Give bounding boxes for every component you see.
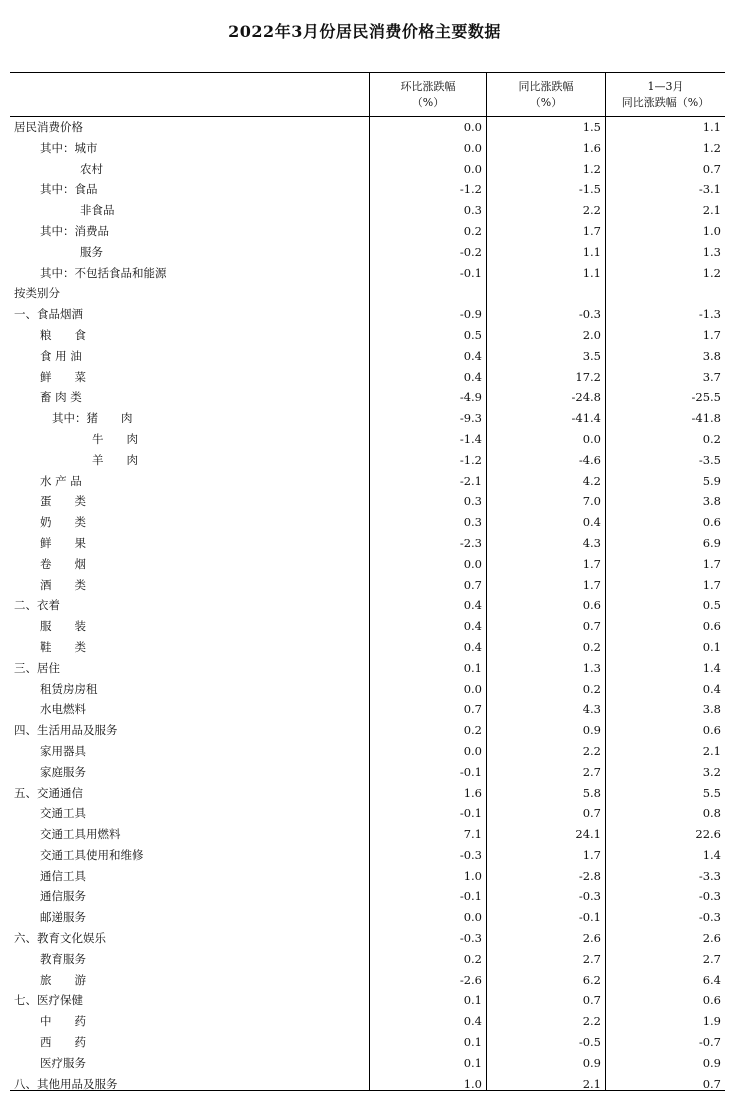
yoy-value: -41.4 bbox=[571, 411, 601, 426]
ytd-value: -0.3 bbox=[698, 910, 721, 925]
yoy-value: 7.0 bbox=[582, 494, 601, 509]
table-row bbox=[10, 699, 725, 720]
mom-value: 0.4 bbox=[463, 348, 482, 363]
row-label: 中 药 bbox=[40, 1014, 86, 1029]
ytd-value: -0.3 bbox=[698, 889, 721, 904]
header-yoy bbox=[487, 73, 605, 116]
mom-value: 0.4 bbox=[463, 619, 482, 634]
yoy-value: 1.3 bbox=[582, 660, 601, 675]
yoy-value: -24.8 bbox=[571, 390, 601, 405]
mom-value: -9.3 bbox=[459, 411, 482, 426]
ytd-value: 1.2 bbox=[702, 140, 721, 155]
row-label: 交通工具使用和维修 bbox=[40, 847, 144, 862]
table-row bbox=[10, 200, 725, 221]
yoy-value: -0.1 bbox=[578, 910, 601, 925]
row-label: 畜 肉 类 bbox=[40, 390, 82, 405]
yoy-value: 0.0 bbox=[582, 431, 601, 446]
table-row bbox=[10, 1074, 725, 1095]
table-row bbox=[10, 679, 725, 700]
mom-value: 1.0 bbox=[463, 868, 482, 883]
table-row bbox=[10, 450, 725, 471]
ytd-value: 1.7 bbox=[702, 327, 721, 342]
row-label: 家用器具 bbox=[40, 743, 86, 758]
row-label: 水电燃料 bbox=[40, 702, 86, 717]
mom-value: 0.0 bbox=[463, 120, 482, 134]
row-label: 农村 bbox=[80, 161, 103, 176]
ytd-value: 1.0 bbox=[702, 223, 721, 238]
mom-value: 0.3 bbox=[463, 515, 482, 530]
table-row bbox=[10, 408, 725, 429]
table-row bbox=[10, 533, 725, 554]
table-row bbox=[10, 970, 725, 991]
ytd-value: -3.5 bbox=[698, 452, 721, 467]
row-label: 教育服务 bbox=[40, 951, 86, 966]
yoy-value: 0.7 bbox=[582, 619, 601, 634]
mom-value: -0.1 bbox=[459, 806, 482, 821]
yoy-value: 0.9 bbox=[582, 723, 601, 738]
table-row bbox=[10, 907, 725, 928]
row-label: 八、其他用品及服务 bbox=[14, 1076, 118, 1091]
table-row bbox=[10, 117, 725, 138]
table-row bbox=[10, 387, 725, 408]
ytd-value: 1.7 bbox=[702, 556, 721, 571]
ytd-value: 3.8 bbox=[702, 348, 721, 363]
ytd-value: 0.7 bbox=[702, 161, 721, 176]
row-label: 三、居住 bbox=[14, 660, 60, 675]
mom-value: -1.2 bbox=[459, 452, 482, 467]
mom-value: -0.1 bbox=[459, 889, 482, 904]
row-label: 奶 类 bbox=[40, 515, 86, 530]
yoy-value: 0.7 bbox=[582, 993, 601, 1008]
mom-value: 0.5 bbox=[463, 327, 482, 342]
row-label: 服 装 bbox=[40, 619, 86, 634]
row-label: 四、生活用品及服务 bbox=[14, 723, 118, 738]
mom-value: -0.3 bbox=[459, 847, 482, 862]
ytd-value: 0.7 bbox=[702, 1076, 721, 1091]
row-label: 粮 食 bbox=[40, 327, 86, 342]
table-row bbox=[10, 512, 725, 533]
row-label: 水 产 品 bbox=[40, 473, 82, 488]
ytd-value: 6.4 bbox=[702, 972, 721, 987]
ytd-value: -25.5 bbox=[691, 390, 721, 405]
mom-value: 0.4 bbox=[463, 598, 482, 613]
ytd-value: 3.8 bbox=[702, 494, 721, 509]
yoy-value: 2.2 bbox=[582, 203, 601, 218]
row-label: 交通工具用燃料 bbox=[40, 827, 121, 842]
table-row bbox=[10, 242, 725, 263]
header-mom bbox=[370, 73, 486, 116]
mom-value: 0.2 bbox=[463, 951, 482, 966]
ytd-value: 0.2 bbox=[702, 431, 721, 446]
table-row bbox=[10, 367, 725, 388]
yoy-value: 1.7 bbox=[582, 223, 601, 238]
mom-value: 0.0 bbox=[463, 910, 482, 925]
table-row bbox=[10, 616, 725, 637]
yoy-value: 2.0 bbox=[582, 327, 601, 342]
yoy-value: 0.2 bbox=[582, 681, 601, 696]
table-row bbox=[10, 658, 725, 679]
row-label: 其中：消费品 bbox=[40, 223, 109, 238]
table-body bbox=[10, 117, 725, 1094]
yoy-value: 0.9 bbox=[582, 1055, 601, 1070]
table-row bbox=[10, 159, 725, 180]
table-row bbox=[10, 845, 725, 866]
row-label: 六、教育文化娱乐 bbox=[14, 931, 106, 946]
ytd-value: 2.6 bbox=[702, 931, 721, 946]
table-row bbox=[10, 138, 725, 159]
yoy-value: 4.3 bbox=[582, 535, 601, 550]
header-label-column bbox=[10, 73, 369, 116]
yoy-value: -0.3 bbox=[578, 307, 601, 322]
row-label: 按类别分 bbox=[14, 286, 60, 301]
row-label: 其中：猪 肉 bbox=[52, 411, 133, 426]
ytd-value: 2.1 bbox=[702, 203, 721, 218]
table-row bbox=[10, 1032, 725, 1053]
ytd-value: 0.8 bbox=[702, 806, 721, 821]
row-label: 蛋 类 bbox=[40, 494, 86, 509]
mom-value: 0.0 bbox=[463, 681, 482, 696]
table-row bbox=[10, 866, 725, 887]
yoy-value: -0.5 bbox=[578, 1035, 601, 1050]
ytd-value: 0.6 bbox=[702, 723, 721, 738]
mom-value: -0.2 bbox=[459, 244, 482, 259]
mom-value: 0.1 bbox=[463, 1035, 482, 1050]
mom-value: 0.0 bbox=[463, 140, 482, 155]
yoy-value: 2.1 bbox=[582, 1076, 601, 1091]
table-row bbox=[10, 720, 725, 741]
yoy-value: 0.2 bbox=[582, 639, 601, 654]
page-title: 2022年3月份居民消费价格主要数据 bbox=[228, 22, 501, 41]
ytd-value: 1.4 bbox=[702, 660, 721, 675]
ytd-value: 0.6 bbox=[702, 619, 721, 634]
yoy-value: 1.7 bbox=[582, 847, 601, 862]
ytd-value: -0.7 bbox=[698, 1035, 721, 1050]
table-row bbox=[10, 554, 725, 575]
table-row bbox=[10, 762, 725, 783]
row-label: 服务 bbox=[80, 244, 103, 259]
yoy-value: 2.7 bbox=[582, 951, 601, 966]
table-row bbox=[10, 179, 725, 200]
cpi-table bbox=[10, 72, 725, 1091]
yoy-value: 4.3 bbox=[582, 702, 601, 717]
ytd-value: 0.4 bbox=[702, 681, 721, 696]
table-row bbox=[10, 803, 725, 824]
table-row bbox=[10, 346, 725, 367]
yoy-value: 1.7 bbox=[582, 577, 601, 592]
row-label: 七、医疗保健 bbox=[14, 993, 83, 1008]
mom-value: -4.9 bbox=[459, 390, 482, 405]
table-row bbox=[10, 491, 725, 512]
row-label: 医疗服务 bbox=[40, 1055, 86, 1070]
row-label: 非食品 bbox=[80, 203, 115, 218]
header-yoy-line1: 同比涨跌幅 bbox=[518, 79, 574, 93]
yoy-value: 24.1 bbox=[575, 827, 601, 842]
yoy-value: 1.1 bbox=[582, 244, 601, 259]
yoy-value: 2.2 bbox=[582, 1014, 601, 1029]
mom-value: 0.7 bbox=[463, 577, 482, 592]
row-label: 牛 肉 bbox=[92, 431, 138, 446]
ytd-value: 6.9 bbox=[702, 535, 721, 550]
header-ytd-line1: 1—3月 bbox=[647, 79, 684, 93]
row-label: 旅 游 bbox=[40, 972, 86, 987]
row-label: 其中：城市 bbox=[40, 140, 98, 155]
row-label: 鲜 菜 bbox=[40, 369, 86, 384]
ytd-value: 22.6 bbox=[695, 827, 721, 842]
yoy-value: 1.1 bbox=[582, 265, 601, 280]
header-yoy-line2: （%） bbox=[529, 95, 563, 109]
row-label: 其中：不包括食品和能源 bbox=[40, 265, 167, 280]
header-mom-line2: （%） bbox=[411, 95, 445, 109]
yoy-value: 0.7 bbox=[582, 806, 601, 821]
row-label: 一、食品烟酒 bbox=[14, 307, 83, 322]
mom-value: 0.1 bbox=[463, 1055, 482, 1070]
table-row bbox=[10, 575, 725, 596]
ytd-value: -3.1 bbox=[698, 182, 721, 197]
mom-value: 0.0 bbox=[463, 743, 482, 758]
ytd-value: 0.6 bbox=[702, 993, 721, 1008]
yoy-value: 1.7 bbox=[582, 556, 601, 571]
mom-value: 0.2 bbox=[463, 223, 482, 238]
table-row bbox=[10, 886, 725, 907]
mom-value: 0.0 bbox=[463, 556, 482, 571]
mom-value: 0.3 bbox=[463, 494, 482, 509]
ytd-value: 5.9 bbox=[702, 473, 721, 488]
row-label: 羊 肉 bbox=[92, 452, 138, 467]
mom-value: 7.1 bbox=[463, 827, 482, 842]
mom-value: 0.7 bbox=[463, 702, 482, 717]
yoy-value: -0.3 bbox=[578, 889, 601, 904]
ytd-value: -1.3 bbox=[698, 307, 721, 322]
yoy-value: 5.8 bbox=[582, 785, 601, 800]
row-label: 租赁房房租 bbox=[40, 681, 98, 696]
table-row bbox=[10, 824, 725, 845]
yoy-value: 2.6 bbox=[582, 931, 601, 946]
mom-value: -2.1 bbox=[459, 473, 482, 488]
mom-value: -0.3 bbox=[459, 931, 482, 946]
row-label: 二、衣着 bbox=[14, 598, 60, 613]
yoy-value: 1.6 bbox=[582, 140, 601, 155]
header-mom-line1: 环比涨跌幅 bbox=[400, 79, 456, 93]
row-label: 其中：食品 bbox=[40, 182, 98, 197]
mom-value: -0.1 bbox=[459, 265, 482, 280]
mom-value: 0.4 bbox=[463, 369, 482, 384]
yoy-value: 4.2 bbox=[582, 473, 601, 488]
mom-value: 0.3 bbox=[463, 203, 482, 218]
yoy-value: 1.5 bbox=[582, 120, 601, 134]
ytd-value: -3.3 bbox=[698, 868, 721, 883]
table-row bbox=[10, 741, 725, 762]
mom-value: -0.1 bbox=[459, 764, 482, 779]
ytd-value: 0.1 bbox=[702, 639, 721, 654]
ytd-value: 1.4 bbox=[702, 847, 721, 862]
yoy-value: 0.4 bbox=[582, 515, 601, 530]
mom-value: -2.6 bbox=[459, 972, 482, 987]
row-label: 通信服务 bbox=[40, 889, 86, 904]
row-label: 鲜 果 bbox=[40, 535, 86, 550]
table-row bbox=[10, 595, 725, 616]
yoy-value: 2.7 bbox=[582, 764, 601, 779]
row-label: 邮递服务 bbox=[40, 910, 86, 925]
mom-value: 0.2 bbox=[463, 723, 482, 738]
mom-value: 0.0 bbox=[463, 161, 482, 176]
mom-value: 0.4 bbox=[463, 639, 482, 654]
mom-value: -1.2 bbox=[459, 182, 482, 197]
ytd-value: -41.8 bbox=[691, 411, 721, 426]
table-row bbox=[10, 221, 725, 242]
row-label: 五、交通通信 bbox=[14, 785, 83, 800]
ytd-value: 1.1 bbox=[702, 120, 721, 134]
ytd-value: 0.9 bbox=[702, 1055, 721, 1070]
row-label: 通信工具 bbox=[40, 868, 86, 883]
row-label: 食 用 油 bbox=[40, 348, 82, 363]
table-row bbox=[10, 325, 725, 346]
mom-value: 0.1 bbox=[463, 993, 482, 1008]
row-label: 酒 类 bbox=[40, 577, 86, 592]
table-row bbox=[10, 263, 725, 284]
table-row bbox=[10, 283, 725, 304]
table-row bbox=[10, 949, 725, 970]
row-label: 西 药 bbox=[40, 1035, 86, 1050]
ytd-value: 1.2 bbox=[702, 265, 721, 280]
table-row bbox=[10, 990, 725, 1011]
yoy-value: 6.2 bbox=[582, 972, 601, 987]
table-row bbox=[10, 471, 725, 492]
mom-value: 1.6 bbox=[463, 785, 482, 800]
row-label: 鞋 类 bbox=[40, 639, 86, 654]
ytd-value: 1.7 bbox=[702, 577, 721, 592]
header-ytd bbox=[606, 73, 725, 116]
yoy-value: 17.2 bbox=[575, 369, 601, 384]
table-row bbox=[10, 637, 725, 658]
yoy-value: 1.2 bbox=[582, 161, 601, 176]
table-row bbox=[10, 1011, 725, 1032]
yoy-value: -2.8 bbox=[578, 868, 601, 883]
row-label: 卷 烟 bbox=[40, 556, 86, 571]
table-row bbox=[10, 1053, 725, 1074]
table-row bbox=[10, 928, 725, 949]
table-row bbox=[10, 429, 725, 450]
row-label: 居民消费价格 bbox=[14, 120, 83, 134]
yoy-value: 2.2 bbox=[582, 743, 601, 758]
ytd-value: 0.6 bbox=[702, 515, 721, 530]
ytd-value: 2.1 bbox=[702, 743, 721, 758]
yoy-value: -4.6 bbox=[578, 452, 601, 467]
mom-value: -0.9 bbox=[459, 307, 482, 322]
mom-value: -1.4 bbox=[459, 431, 482, 446]
ytd-value: 5.5 bbox=[702, 785, 721, 800]
table-row bbox=[10, 783, 725, 804]
ytd-value: 3.2 bbox=[702, 764, 721, 779]
mom-value: 1.0 bbox=[463, 1076, 482, 1091]
ytd-value: 2.7 bbox=[702, 951, 721, 966]
ytd-value: 0.5 bbox=[702, 598, 721, 613]
table-row bbox=[10, 304, 725, 325]
mom-value: 0.1 bbox=[463, 660, 482, 675]
row-label: 交通工具 bbox=[40, 806, 86, 821]
ytd-value: 1.9 bbox=[702, 1014, 721, 1029]
row-label: 家庭服务 bbox=[40, 764, 86, 779]
yoy-value: 0.6 bbox=[582, 598, 601, 613]
ytd-value: 1.3 bbox=[702, 244, 721, 259]
mom-value: -2.3 bbox=[459, 535, 482, 550]
header-ytd-line2: 同比涨跌幅（%） bbox=[621, 95, 710, 109]
ytd-value: 3.7 bbox=[702, 369, 721, 384]
mom-value: 0.4 bbox=[463, 1014, 482, 1029]
ytd-value: 3.8 bbox=[702, 702, 721, 717]
yoy-value: -1.5 bbox=[578, 182, 601, 197]
yoy-value: 3.5 bbox=[582, 348, 601, 363]
